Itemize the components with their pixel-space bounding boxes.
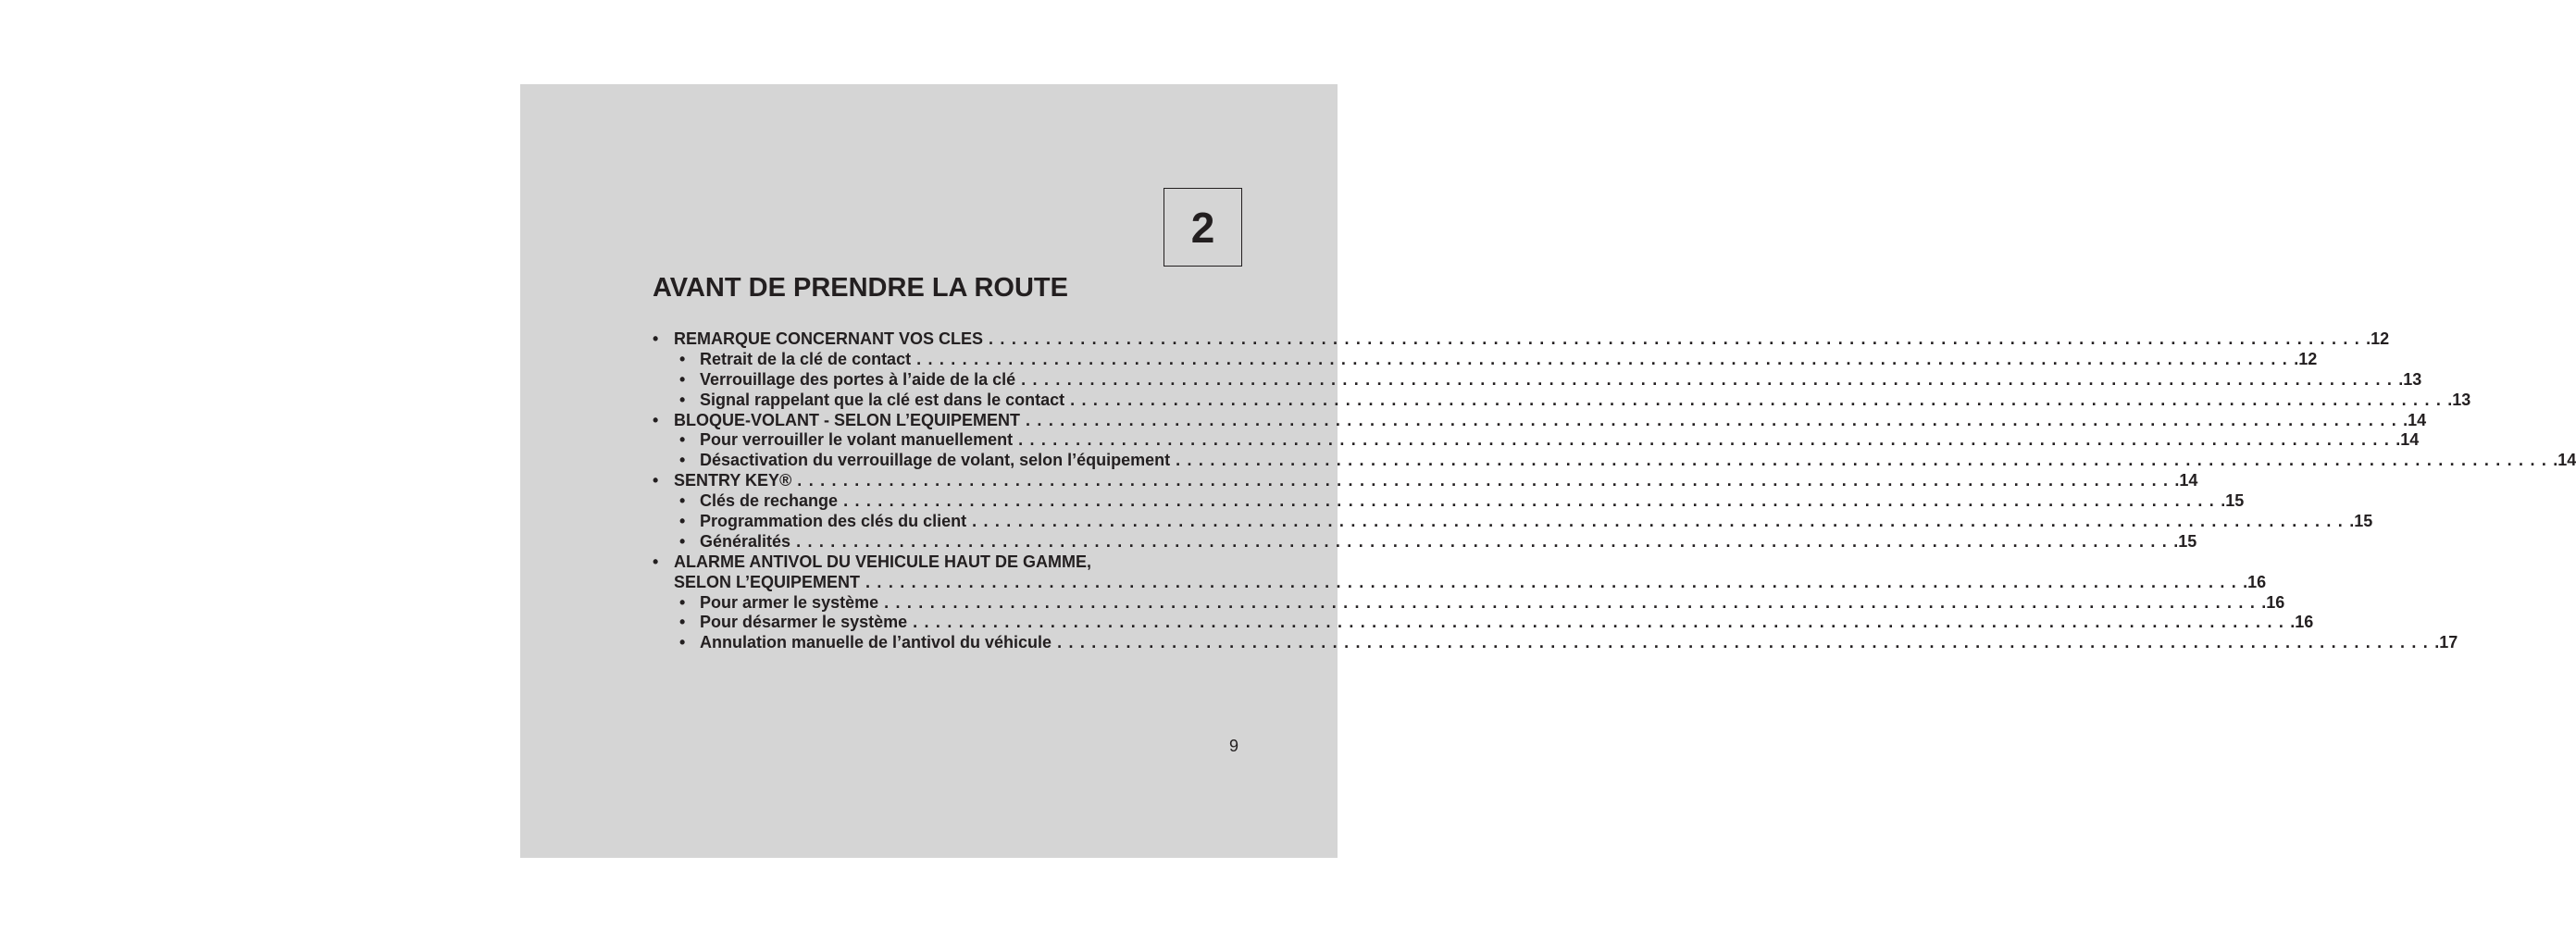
toc-entry-page: .16 — [2243, 572, 2267, 591]
bullet-icon: • — [679, 512, 686, 531]
toc-entry-label: Pour désarmer le système — [700, 613, 908, 632]
toc-entry-label: Retrait de la clé de contact — [700, 349, 912, 368]
dot-leader: ........................................................................................................................ — [796, 531, 2174, 551]
bullet-icon: • — [679, 633, 686, 652]
bullet-icon: • — [653, 410, 659, 429]
toc-entry-label: ALARME ANTIVOL DU VEHICULE HAUT DE GAMME, — [674, 552, 1092, 571]
toc-entry-label: Signal rappelant que la clé est dans le contact — [700, 390, 1065, 409]
toc-entry-page: .14 — [2396, 430, 2420, 450]
bullet-icon: • — [679, 592, 686, 612]
toc-entry-label: REMARQUE CONCERNANT VOS CLES — [674, 329, 984, 348]
chapter-panel — [520, 84, 2576, 858]
dot-leader: ........................................................................................................................ — [989, 329, 2367, 348]
toc-entry-page: .14 — [2174, 471, 2198, 490]
toc-entry-page: .13 — [2398, 369, 2422, 389]
toc-entry-page: .12 — [2366, 329, 2390, 348]
toc-entry[interactable] — [653, 430, 2420, 451]
dot-leader: ........................................................................................................................ — [1070, 390, 2448, 409]
toc-entry-label: Désactivation du verrouillage de volant, selon l’équipement — [700, 451, 1171, 470]
toc-entry-label: Clés de rechange — [700, 491, 839, 511]
toc-entry-label: Verrouillage des portes à l’aide de la clé — [700, 369, 1016, 389]
dot-leader: ........................................................................................................................ — [972, 512, 2350, 531]
page-number: 9 — [1229, 737, 1239, 755]
bullet-icon: • — [679, 430, 686, 450]
toc-entry-label: Pour armer le système — [700, 592, 879, 612]
toc-entry[interactable] — [653, 552, 1245, 573]
toc-entry-page: .14 — [2403, 410, 2427, 429]
dot-leader: ........................................................................................................................ — [884, 592, 2262, 612]
dot-leader: ........................................................................................................................ — [1021, 369, 2399, 389]
toc-entry-label: Pour verrouiller le volant manuellement — [700, 430, 1014, 450]
dot-leader: ........................................................................................................................ — [865, 572, 2244, 591]
toc-entry[interactable] — [653, 531, 2197, 552]
dot-leader: ........................................................................................................................ — [913, 613, 2291, 632]
toc-entry[interactable] — [653, 613, 2314, 633]
bullet-icon: • — [679, 390, 686, 409]
toc-entry-page: .15 — [2349, 512, 2373, 531]
toc-entry[interactable] — [653, 329, 2390, 350]
table-of-contents — [653, 329, 2576, 653]
toc-entry[interactable] — [653, 633, 2458, 653]
bullet-icon: • — [679, 531, 686, 551]
toc-entry[interactable] — [653, 369, 2422, 391]
chapter-number: 2 — [1190, 203, 1215, 252]
dot-leader: ........................................................................................................................ — [1026, 410, 2404, 429]
bullet-icon: • — [653, 552, 659, 571]
toc-entry-label: Programmation des clés du client — [700, 512, 967, 531]
dot-leader: ........................................................................................................................ — [843, 491, 2221, 511]
toc-entry[interactable] — [653, 410, 2427, 431]
toc-entry-page: .17 — [2434, 633, 2458, 652]
toc-entry[interactable] — [653, 592, 2285, 614]
toc-entry[interactable] — [653, 512, 2373, 532]
bullet-icon: • — [679, 369, 686, 389]
toc-entry[interactable] — [653, 349, 2318, 370]
toc-entry-page: .13 — [2447, 390, 2471, 409]
dot-leader: ........................................................................................................................ — [1018, 430, 2396, 450]
toc-entry-label: Annulation manuelle de l’antivol du véhicule — [700, 633, 1052, 652]
dot-leader: ........................................................................................................................ — [797, 471, 2175, 490]
bullet-icon: • — [679, 491, 686, 511]
toc-entry-page: .16 — [2290, 613, 2314, 632]
toc-entry[interactable] — [653, 572, 2267, 593]
dot-leader: ........................................................................................................................ — [1057, 633, 2435, 652]
toc-entry-page: .14 — [2553, 451, 2576, 470]
toc-entry-label: BLOQUE-VOLANT - SELON L’EQUIPEMENT — [674, 410, 1021, 429]
toc-entry-page: .12 — [2294, 349, 2318, 368]
bullet-icon: • — [679, 613, 686, 632]
chapter-title: AVANT DE PRENDRE LA ROUTE — [653, 273, 1068, 303]
bullet-icon: • — [679, 349, 686, 368]
toc-entry-page: .15 — [2173, 531, 2197, 551]
toc-entry[interactable] — [653, 471, 2198, 491]
chapter-number-box — [1164, 188, 1242, 267]
dot-leader: ........................................................................................................................ — [916, 349, 2295, 368]
toc-entry[interactable] — [653, 491, 2245, 512]
toc-entry-page: .16 — [2261, 592, 2285, 612]
toc-entry-label: Généralités — [700, 531, 791, 551]
bullet-icon: • — [679, 451, 686, 470]
toc-entry-page: .15 — [2221, 491, 2245, 511]
bullet-icon: • — [653, 471, 659, 490]
toc-entry[interactable] — [653, 390, 2471, 411]
dot-leader: ........................................................................................................................ — [1176, 451, 2554, 470]
toc-entry[interactable] — [653, 451, 2576, 471]
toc-entry-label: SELON L’EQUIPEMENT — [674, 572, 861, 591]
bullet-icon: • — [653, 329, 659, 348]
toc-entry-label: SENTRY KEY® — [674, 471, 792, 490]
